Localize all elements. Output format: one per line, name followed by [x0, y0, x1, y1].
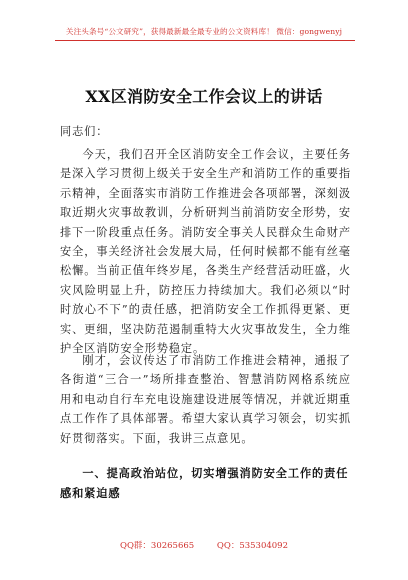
paragraph-text: 今天，我们召开全区消防安全工作会议，主要任务是深入学习贯彻上级关于安全生产和消防工作的重要指示精神，全面落实市消防工作推进会各项部署，深刻汲取近期火灾事故教训，分析研判当前消防安全形势，安排下一阶段重点任务。消防安全事关人民群众生命财产安全，事关经济社会发展大局，任何时候都不能有丝毫松懈。当前正值年终岁尾，各类生产经营活动旺盛，火灾风险明显上升，防控压力持续加大。我们必须以“时时放心不下”的责任感，把消防安全工作抓得更紧、更实、更细，坚决防范遏制重特大火灾事故发生，全力维护全区消防安全形势稳定。 [60, 148, 351, 356]
footer-qq-group: QQ群：30265665 [119, 541, 195, 551]
paragraph-text: 刚才，会议传达了市消防工作推进会精神，通报了各街道“三合一”场所排查整治、智慧消防网格系统应用和电动自行车充电设施建设进展等情况，并就近期重点工作作了具体部署。希望大家认真学习领会，切实抓好贯彻落实。下面，我讲三点意见。 [60, 354, 351, 445]
header-divider [55, 40, 355, 41]
paragraph [60, 351, 351, 448]
footer-qq: QQ：535304092 [216, 541, 288, 551]
document-title: XX区消防安全工作会议上的讲话 [85, 87, 323, 106]
footer-contact [0, 539, 408, 551]
section-heading: 一、提高政治站位，切实增强消防安全工作的责任感和紧迫感 [60, 466, 349, 500]
header-note: 关注头条号“公文研究”，获得最新最全最专业的公文资料库！ 微信：gongwenyj [65, 27, 343, 36]
salutation: 同志们： [60, 125, 109, 138]
paragraph [60, 145, 351, 358]
